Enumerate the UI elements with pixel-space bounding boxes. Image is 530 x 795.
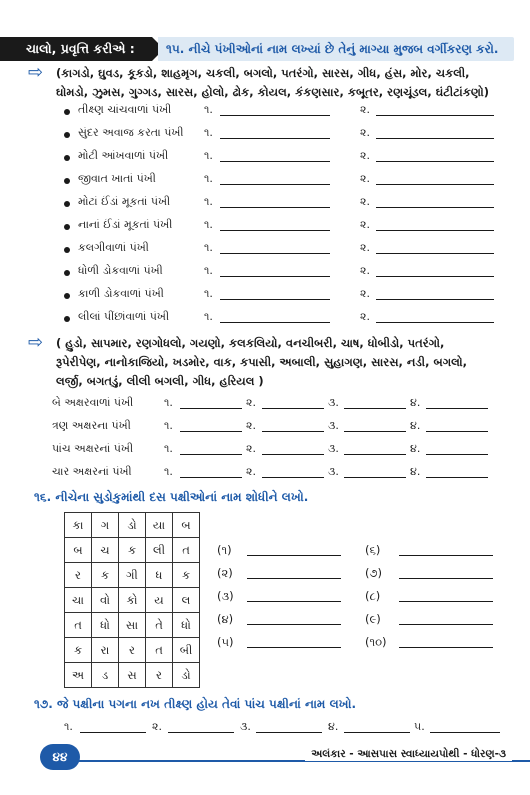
answer-line[interactable] (376, 322, 494, 323)
answer-number: ૩. (328, 442, 339, 455)
grid-cell: ક (92, 563, 119, 588)
grid-row (65, 513, 200, 538)
answer-line[interactable] (80, 732, 146, 733)
grid-cell: ત (173, 538, 200, 563)
answer-number: ૧. (164, 419, 173, 432)
bird-list-1 (56, 64, 516, 102)
answer-line[interactable] (220, 184, 330, 185)
answer-number: ૧. (64, 720, 73, 733)
row-label: કલગીવાળાં પંખી (78, 241, 149, 254)
question-17-title: ૧૭. જે પક્ષીના પગના નખ તીક્ષ્ણ હોય તેવાં પાંચ પક્ષીનાં નામ લખો. (34, 697, 357, 711)
answer-line[interactable] (399, 601, 493, 602)
answer-line[interactable] (376, 299, 494, 300)
answer-number: ૧. (164, 442, 173, 455)
answer-number: ૧. (204, 310, 213, 323)
answer-row (217, 589, 517, 613)
bullet-icon (64, 316, 70, 322)
grid-cell: ચા (65, 588, 92, 613)
answer-line[interactable] (180, 431, 242, 432)
answer-line[interactable] (376, 253, 494, 254)
grid-cell: ર (146, 663, 173, 688)
answer-line[interactable] (247, 555, 341, 556)
answer-line[interactable] (180, 454, 242, 455)
grid-cell: ક (65, 638, 92, 663)
grid-cell: લ (173, 588, 200, 613)
row-label: ત્રણ અક્ષરના પંખી (52, 419, 131, 432)
answer-line[interactable] (376, 138, 494, 139)
letter-count-row (52, 442, 502, 465)
answer-row (217, 543, 517, 567)
answer-number: ૨. (360, 218, 370, 231)
answer-line[interactable] (376, 161, 494, 162)
grid-cell: બી (173, 638, 200, 663)
answer-number: (૫) (217, 635, 234, 649)
answer-line[interactable] (256, 732, 322, 733)
answer-row (217, 635, 517, 659)
answer-number: ૧. (204, 287, 213, 300)
answer-number: ૪. (410, 419, 421, 432)
answer-line[interactable] (220, 207, 330, 208)
grid-cell: ર (65, 563, 92, 588)
answer-number: ૧. (204, 218, 213, 231)
answer-number: ૨. (360, 241, 370, 254)
bullet-icon (64, 109, 70, 115)
answer-row (217, 566, 517, 590)
answer-number: ૩. (240, 720, 251, 733)
activity-tab-label: ચાલો, પ્રવૃત્તિ કરીએ : (0, 37, 152, 61)
classification-row (64, 172, 504, 195)
answer-line[interactable] (399, 555, 493, 556)
answer-line[interactable] (344, 431, 406, 432)
classification-row (64, 103, 504, 126)
classification-row (64, 241, 504, 264)
sudoku-grid (64, 512, 200, 688)
answer-number: ૩. (328, 465, 339, 478)
answer-line[interactable] (262, 431, 324, 432)
answer-number: ૨. (246, 465, 256, 478)
grid-cell: ક (119, 538, 146, 563)
book-title: અલંકાર - આસપાસ સ્વાધ્યાયપોથી - ધોરણ-૩ (305, 748, 512, 761)
answer-number: ૨. (360, 195, 370, 208)
answer-number: (૨) (217, 566, 233, 580)
bird-list-2 (56, 334, 516, 391)
answer-line[interactable] (180, 408, 242, 409)
answer-line[interactable] (376, 230, 494, 231)
row-label: મોટાં ઈંડાં મૂકતાં પંખી (78, 195, 171, 208)
answer-number: ૧. (204, 264, 213, 277)
grid-row (65, 538, 200, 563)
answer-line[interactable] (344, 732, 410, 733)
grid-row (65, 588, 200, 613)
answer-number: ૧. (204, 195, 213, 208)
answer-number: ૨. (360, 172, 370, 185)
answer-number: (૧) (217, 543, 232, 557)
classification-row (64, 310, 504, 333)
bird-list-2-line-1: ( હુડો, સાપમાર, રણગોધલો, ગયણો, કલકલિયો, વનચીબરી, ચાષ, ધોબીડો, પતરંગો, (56, 336, 445, 350)
grid-cell: સ (119, 663, 146, 688)
grid-cell: ડો (119, 513, 146, 538)
grid-cell: ધો (173, 613, 200, 638)
bullet-icon (64, 293, 70, 299)
grid-cell: ધ (146, 563, 173, 588)
grid-cell: વો (92, 588, 119, 613)
grid-cell: રા (92, 638, 119, 663)
arrow-right-icon: ⇨ (28, 62, 44, 83)
answer-number: (૪) (217, 612, 234, 626)
page-number: ૪૪ (40, 744, 80, 770)
answer-number: ૨. (152, 720, 162, 733)
grid-row (65, 563, 200, 588)
answer-number: (૯) (365, 612, 381, 626)
answer-line[interactable] (376, 207, 494, 208)
bullet-icon (64, 155, 70, 161)
grid-cell: ડ (92, 663, 119, 688)
bird-list-1-line-2: ઘોમડો, ઝુમસ, ગુગ્ગડ, સારસ, હોલો, ઢોક, કોયલ, કંકણસાર, કબૂતર, રણચૂંડલ, ઘંટીટાંકણો) (56, 85, 489, 99)
answer-number: ૩. (328, 396, 339, 409)
grid-cell: બ (65, 538, 92, 563)
bullet-icon (64, 224, 70, 230)
answer-line[interactable] (262, 408, 324, 409)
answer-number: ૨. (246, 396, 256, 409)
row-label: બે અક્ષરવાળાં પંખી (52, 396, 134, 409)
question-16-title: ૧૬. નીચેના સુડોકુમાંથી દસ પક્ષીઓનાં નામ શોધીને લખો. (34, 490, 309, 504)
bullet-icon (64, 132, 70, 138)
answer-line[interactable] (376, 115, 494, 116)
grid-cell: ક (173, 563, 200, 588)
answer-line[interactable] (220, 253, 330, 254)
classification-row (64, 126, 504, 149)
answer-line[interactable] (220, 276, 330, 277)
answer-line[interactable] (247, 601, 341, 602)
grid-cell: અ (65, 663, 92, 688)
answer-number: (૮) (365, 589, 381, 603)
row-label: તીક્ષ્ણ ચાંચવાળાં પંખી (78, 103, 172, 116)
answer-number: ૩. (328, 419, 339, 432)
answer-number: ૪. (410, 465, 421, 478)
answer-number: ૧. (164, 465, 173, 478)
answer-number: ૧. (204, 172, 213, 185)
grid-cell: સા (119, 613, 146, 638)
grid-cell: યા (146, 513, 173, 538)
row-label: કાળી ડોકવાળાં પંખી (78, 287, 164, 300)
answer-number: ૧. (164, 396, 173, 409)
answer-line[interactable] (220, 115, 330, 116)
answer-line[interactable] (180, 477, 242, 478)
grid-cell: તે (146, 613, 173, 638)
letter-count-row (52, 419, 502, 442)
bullet-icon (64, 270, 70, 276)
answer-number: (૭) (365, 566, 382, 580)
answer-line[interactable] (399, 647, 493, 648)
row-label: સુંદર અવાજ કરતા પંખી (78, 126, 184, 139)
answer-line[interactable] (344, 477, 406, 478)
answer-line[interactable] (399, 578, 493, 579)
answer-line[interactable] (220, 322, 330, 323)
grid-row (65, 613, 200, 638)
answer-number: ૪. (328, 720, 339, 733)
answer-line[interactable] (247, 578, 341, 579)
answer-line[interactable] (376, 184, 494, 185)
answer-number: ૫. (414, 720, 425, 733)
answer-line[interactable] (376, 276, 494, 277)
answer-line[interactable] (168, 732, 234, 733)
row-label: ચાર અક્ષરનાં પંખી (52, 465, 132, 478)
bird-list-2-line-3: લર્જી, બગતડું, લીલી બગલી, ગીધ, હરિયલ ) (56, 374, 264, 388)
classification-row (64, 218, 504, 241)
answer-line[interactable] (220, 138, 330, 139)
row-label: ધોળી ડોકવાળાં પંખી (78, 264, 163, 277)
classification-row (64, 287, 504, 310)
answer-number: ૧. (204, 103, 213, 116)
answer-row (217, 612, 517, 636)
answer-number: (૬) (365, 543, 381, 557)
answer-number: ૨. (360, 310, 370, 323)
bullet-icon (64, 178, 70, 184)
answer-number: ૧. (204, 241, 213, 254)
arrow-right-icon: ⇨ (28, 332, 44, 353)
grid-row (65, 638, 200, 663)
answer-line[interactable] (220, 299, 330, 300)
grid-cell: ર (119, 638, 146, 663)
answer-line[interactable] (426, 454, 488, 455)
grid-cell: ગ (92, 513, 119, 538)
answer-line[interactable] (426, 431, 488, 432)
letter-count-row (52, 465, 502, 488)
grid-cell: ચ (92, 538, 119, 563)
grid-row (65, 663, 200, 688)
answer-line[interactable] (262, 477, 324, 478)
bullet-icon (64, 247, 70, 253)
answer-number: ૧. (204, 149, 213, 162)
grid-cell: ધો (92, 613, 119, 638)
letter-count-row (52, 396, 502, 419)
classification-row (64, 264, 504, 287)
answer-number: ૨. (246, 442, 256, 455)
grid-cell: ય (146, 588, 173, 613)
answer-line[interactable] (399, 624, 493, 625)
answer-line[interactable] (344, 454, 406, 455)
answer-number: ૨. (360, 149, 370, 162)
answer-number: ૪. (410, 396, 421, 409)
answer-number: ૨. (360, 103, 370, 116)
row-label: જીવાત ખાતાં પંખી (78, 172, 156, 185)
classification-row (64, 149, 504, 172)
bird-list-2-line-2: રૂપેરીપેણ, નાનોકાજિયો, ખડમોર, વાક, કપાસી, અબાલી, સુહાગણ, સારસ, નડી, બગલો, (56, 355, 468, 369)
grid-cell: બ (173, 513, 200, 538)
question-15-title: ૧૫. નીચે પંખીઓનાં નામ લખ્યાં છે તેનું માગ્યા મુજબ વર્ગીકરણ કરો. (158, 37, 514, 61)
answer-line[interactable] (247, 647, 341, 648)
answer-line[interactable] (344, 408, 406, 409)
grid-cell: લી (146, 538, 173, 563)
row-label: નાનાં ઈંડાં મૂકતાં પંખી (78, 218, 173, 231)
grid-cell: ડો (173, 663, 200, 688)
answer-number: (૩) (217, 589, 234, 603)
answer-number: ૪. (410, 442, 421, 455)
row-label: લીલાં પીંછાંવાળાં પંખી (78, 310, 170, 323)
answer-number: ૨. (360, 126, 370, 139)
answer-line[interactable] (262, 454, 324, 455)
grid-cell: કો (119, 588, 146, 613)
classification-row (64, 195, 504, 218)
answer-number: ૧. (204, 126, 213, 139)
answer-number: ૨. (246, 419, 256, 432)
answer-line[interactable] (426, 477, 488, 478)
bird-list-1-line-1: (કાગડો, ઘુવડ, કૂકડો, શાહમૃગ, ચકલી, બગલો, પતરંગો, સારસ, ગીધ, હંસ, મોર, ચકલી, (56, 66, 470, 80)
answer-number: ૨. (360, 264, 370, 277)
answer-number: (૧૦) (365, 635, 387, 649)
row-label: મોટી આંખવાળાં પંખી (78, 149, 169, 162)
answer-number: ૨. (360, 287, 370, 300)
answer-line[interactable] (220, 230, 330, 231)
answer-line[interactable] (220, 161, 330, 162)
answer-line[interactable] (247, 624, 341, 625)
grid-cell: કા (65, 513, 92, 538)
grid-cell: ત (146, 638, 173, 663)
grid-cell: ગી (119, 563, 146, 588)
answer-line[interactable] (426, 408, 488, 409)
bullet-icon (64, 201, 70, 207)
row-label: પાંચ અક્ષરનાં પંખી (52, 442, 134, 455)
answer-line[interactable] (430, 732, 500, 733)
grid-cell: ત (65, 613, 92, 638)
